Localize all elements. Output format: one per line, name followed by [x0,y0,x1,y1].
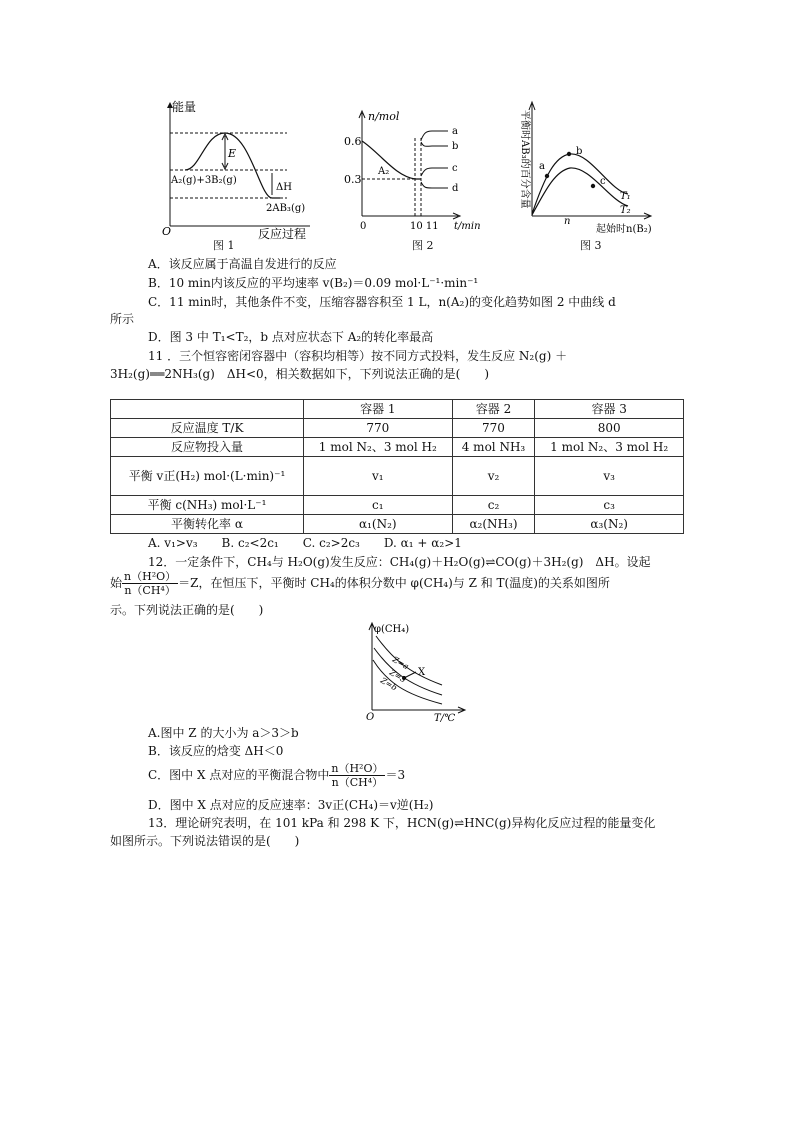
table-cell: 1 mol N₂、3 mol H₂ [535,438,684,457]
fig2-branch-label: c [452,163,458,174]
table-cell: 反应物投入量 [111,438,304,457]
fig2-caption: 图 2 [412,239,434,252]
q12-fig-origin: O [366,712,375,723]
fig3-xlabel: 起始时n(B₂) [596,224,652,235]
table-cell: 770 [304,419,453,438]
q12-option-c-post: ＝3 [385,768,406,782]
q11-options: A. v₁>v₃ B. c₂<2c₁ C. c₂>2c₃ D. α₁ + α₂>1 [148,536,462,550]
q12-figure [362,620,472,724]
table-cell: 平衡 c(NH₃) mol·L⁻¹ [111,496,304,515]
table-cell: α₁(N₂) [304,515,453,534]
fraction-denominator: n（CH⁴） [124,584,176,597]
q12-fig-ylabel: φ(CH₄) [374,624,410,635]
fraction-numerator: n（H²O） [331,762,384,775]
q12-option-a: A.图中 Z 的大小为 a＞3＞b [148,726,299,740]
fig2-ytick: 0.6 [344,135,362,148]
q12-fraction [122,570,178,597]
q11-stem-line2: 3H₂(g)══2NH₃(g) ΔH<0，相关数据如下，下列说法正确的是( ) [110,367,490,381]
table-cell: 1 mol N₂、3 mol H₂ [304,438,453,457]
table-cell: α₃(N₂) [535,515,684,534]
table-row [111,438,684,457]
table-row [111,457,684,496]
fig3-ylabel: 平衡时AB₃的百分含量 [519,110,530,209]
figure-2 [340,108,490,233]
q10-option-c-cont: 所示 [110,312,135,326]
fig2-xlabel: t/min [454,221,481,232]
figure-1 [150,98,320,248]
fig3-point-label: a [539,161,545,172]
figure-3 [510,96,670,236]
q13-stem-line1: 13．理论研究表明，在 101 kPa 和 298 K 下，HCN(g)⇌HNC(g)异构化反应过程的能量变化 [148,816,656,830]
q12-stem-line1: 12．一定条件下，CH₄与 H₂O(g)发生反应：CH₄(g)＋H₂O(g)⇌CO(g)＋3H₂(g) ΔH。设起 [148,555,651,569]
q12-fig-point: X [418,667,426,678]
fig2-ytick: 0.3 [344,173,362,186]
q12-option-c [148,758,405,792]
fig1-ylabel: 能量 [172,100,197,114]
table-header [111,400,304,419]
fig2-branch-label: a [452,126,458,137]
fig1-xlabel: 反应过程 [258,227,307,241]
fig2-branch-label: b [452,141,459,152]
fig3-caption: 图 3 [580,239,602,252]
q12-option-d: D．图中 X 点对应的反应速率：3v正(CH₄)＝v逆(H₂) [148,798,434,812]
fraction-numerator: n（H²O） [124,570,177,583]
fig3-series: T₂ [620,205,631,216]
q12-stem-line2 [110,568,610,598]
table-cell: c₁ [304,496,453,515]
q12-fig-xlabel: T/℃ [434,713,456,724]
fig2-branch-label: d [452,183,459,194]
q12-option-b: B．该反应的焓变 ΔH＜0 [148,744,284,758]
table-cell: 4 mol NH₃ [452,438,535,457]
q13-stem-line2: 如图所示。下列说法错误的是( ) [110,834,300,848]
fig3-point-label: b [576,146,583,157]
fig1-caption: 图 1 [213,239,235,252]
q11-stem-line1: 11 ．三个恒容密闭容器中（容积均相等）按不同方式投料，发生反应 N₂(g) ＋ [148,349,568,363]
fig3-xtick: n [564,216,571,227]
fig2-ylabel: n/mol [368,110,400,123]
q12-option-c-fraction [329,762,385,789]
table-cell: 平衡转化率 α [111,515,304,534]
table-header: 容器 1 [304,400,453,419]
table-row [111,496,684,515]
fig3-point-label: c [600,176,606,187]
table-header: 容器 3 [535,400,684,419]
q10-option-b: B．10 min内该反应的平均速率 v(B₂)＝0.09 mol·L⁻¹·min⁻¹ [148,276,479,290]
table-row [111,515,684,534]
q12-fig-curve-label: Z=a [391,654,411,672]
table-cell: 800 [535,419,684,438]
table-cell: v₂ [452,457,535,496]
table-cell: c₂ [452,496,535,515]
fig3-series: T₁ [620,191,631,202]
table-header: 容器 2 [452,400,535,419]
q10-option-a: A．该反应属于高温自发进行的反应 [148,257,337,271]
fig1-dH: ΔH [276,182,292,193]
q12-stem-pre: 始 [110,576,123,590]
fig2-curve-label: A₂ [378,166,390,177]
q12-fig-curve-label: Z=b [379,675,399,693]
table-cell: 770 [452,419,535,438]
table-cell: v₃ [535,457,684,496]
table-cell: v₁ [304,457,453,496]
table-row [111,419,684,438]
q12-option-c-pre: C．图中 X 点对应的平衡混合物中 [148,768,330,782]
q11-data-table [110,399,684,534]
fig1-E: E [228,147,237,160]
q12-stem-line3: 示。下列说法正确的是( ) [110,603,264,617]
table-cell: c₃ [535,496,684,515]
table-cell: α₂(NH₃) [452,515,535,534]
fig2-xtick: 0 [360,221,367,232]
fig1-products: 2AB₃(g) [266,203,306,214]
q12-stem-post: ＝Z，在恒压下，平衡时 CH₄的体积分数中 φ(CH₄)与 Z 和 T(温度)的关系如图所 [178,576,610,590]
q12-fig-curve-label: Z=3 [388,667,408,685]
table-cell: 平衡 v正(H₂) mol·(L·min)⁻¹ [111,457,304,496]
q10-option-d: D．图 3 中 T₁<T₂，b 点对应状态下 A₂的转化率最高 [148,330,434,344]
fig2-xtick: 10 11 [410,221,439,232]
fig1-origin: O [162,225,172,238]
table-cell: 反应温度 T/K [111,419,304,438]
fraction-denominator: n（CH⁴） [331,776,384,789]
q10-option-c: C．11 min时，其他条件不变，压缩容器容积至 1 L，n(A₂)的变化趋势如图 2 中曲线 d [148,295,616,309]
fig1-reactants: A₂(g)+3B₂(g) [171,175,237,186]
